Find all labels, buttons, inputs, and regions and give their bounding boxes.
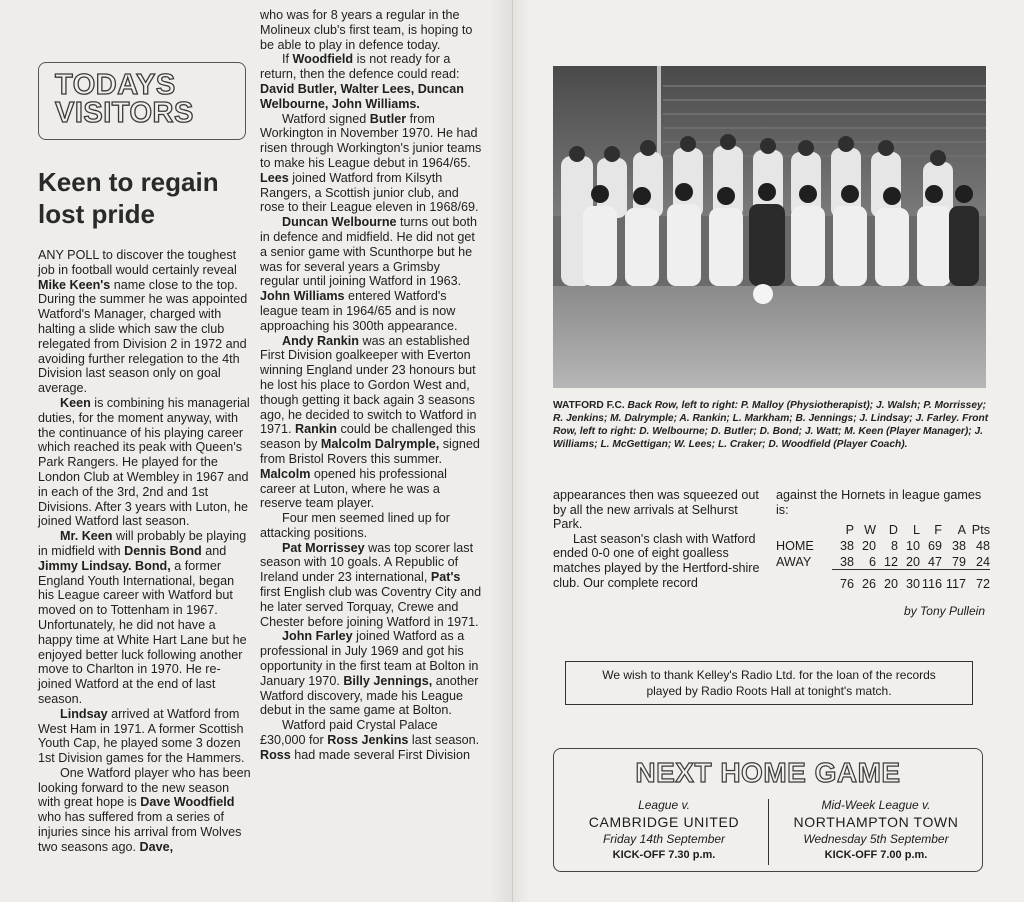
player-name: Duncan Welbourne — [282, 215, 397, 230]
table-cell: 38 — [832, 555, 854, 570]
article-column-2 — [260, 8, 482, 763]
player-name: Pat's — [430, 570, 461, 585]
paragraph: Pat Morrissey was top scorer last season with 10 goals. A Republic of Ireland under 23 international, Pat's first English club was Coventry City and he later served Torquay, Crewe and Chester before joining Watford in 1971. — [260, 540, 482, 629]
table-cell: 116 — [921, 577, 942, 591]
thanks-line2: played by Radio Roots Hall at tonight's match. — [646, 684, 892, 698]
player-name: Mike Keen's — [38, 277, 111, 292]
thanks-notice — [565, 661, 973, 705]
article-column-4 — [776, 488, 996, 517]
table-cell: 30 — [905, 577, 920, 591]
paragraph: Keen is combining his managerial duties, for the moment anyway, with the continuance of his playing career which reached its peak with Queen's Park Rangers. He played for the London Club at Wembley in 1967 and in each of the 3rd, 2nd and 1st Divisions. After 3 years with Luton, he joined Watford last season. — [38, 395, 250, 529]
next-home-game-box — [553, 748, 983, 872]
photo-caption — [553, 399, 993, 451]
player-name: Dave, — [139, 839, 174, 854]
row-label: AWAY — [776, 555, 812, 569]
column-header: W — [864, 523, 876, 537]
player-name: Pat Morrissey — [282, 540, 365, 555]
player-name: Keen — [60, 395, 91, 410]
paragraph: If Woodfield is not ready for a return, then the defence could read: David Butler, Walter Lees, Duncan Welbourne, John Williams. — [260, 52, 464, 111]
fixture-kickoff: KICK-OFF 7.30 p.m. — [612, 849, 716, 861]
fixture-date: Friday 14th September — [602, 832, 726, 846]
byline: by Tony Pullein — [904, 604, 985, 618]
player-name: John Farley — [282, 629, 353, 644]
player-name: Jimmy Lindsay. Bond, — [38, 558, 171, 573]
table-header-row — [776, 522, 990, 538]
player-name: John Williams — [260, 289, 345, 304]
player-name: David Butler, Walter Lees, Duncan Welbourne, John Williams. — [260, 81, 464, 111]
table-cell: 8 — [890, 539, 898, 553]
paragraph: Watford signed Butler from Workington in November 1970. He had risen through Workington's junior teams to make his League debut in 1964/65. Lees joined Watford from Kilsyth Rangers, a Scottish junior club, and rose to their League eleven in 1968/69. — [260, 111, 482, 215]
paragraph: Duncan Welbourne turns out both in defence and midfield. He did not get a senior game with Scunthorpe but he was for several years a Grimsby regular until joining Watford in 1963. John Williams entered Watford's league team in 1964/65 and is now approaching his 300th appearance. — [260, 215, 478, 333]
player-name: Ross — [260, 747, 291, 762]
divider — [768, 799, 769, 865]
player-name: Malcolm — [260, 466, 311, 481]
todays-visitors-box — [38, 62, 246, 140]
paragraph: against the Hornets in league games is: — [776, 488, 982, 517]
team-photo — [553, 66, 986, 388]
table-cell: 20 — [861, 539, 876, 553]
table-cell: 72 — [975, 577, 990, 591]
section-title-line1: TODAYS — [55, 69, 176, 101]
player-name: Ross Jenkins — [327, 733, 409, 748]
table-cell: 117 — [945, 577, 966, 591]
table-cell: 47 — [920, 555, 942, 570]
headline-line2: lost pride — [38, 199, 156, 229]
section-title-line2: VISITORS — [55, 97, 194, 129]
column-header: D — [888, 523, 898, 537]
fixture-competition: Mid-Week League v. — [821, 798, 931, 812]
table-cell: 69 — [927, 539, 942, 553]
article-headline — [38, 166, 248, 230]
player-name: Lees — [260, 170, 289, 185]
next-home-game-title: NEXT HOME GAME — [635, 757, 901, 788]
column-header: L — [912, 523, 920, 537]
player-name: Andy Rankin — [282, 333, 359, 348]
table-cell: 24 — [966, 555, 990, 570]
table-cell: 26 — [861, 577, 876, 591]
table-cell: 79 — [942, 555, 966, 570]
team-photo-illustration — [553, 66, 986, 388]
caption-text: Back Row, left to right: P. Malloy (Physiotherapist); J. Walsh; P. Morrissey; R. Jenkins; M. Dalrymple; A. Rankin; L. Markham; B. Jennings; J. Lindsay; J. Farley. Front Row, left to right: D. Welbourne; D. Butler; D. Bond; J. Watt; M. Keen (Player Manager); J. Williams; L. McGettigan; W. Lees; L. Craker; D. Woodfield (Player Coach). — [553, 400, 989, 450]
table-cell: 76 — [839, 577, 854, 591]
row-label: HOME — [776, 539, 814, 553]
column-header: Pts — [971, 523, 990, 537]
article-column-3 — [553, 488, 763, 590]
table-totals-row — [776, 576, 990, 592]
table-row — [776, 538, 990, 554]
fixture-date: Wednesday 5th September — [803, 832, 949, 846]
paragraph: Last season's clash with Watford ended 0-0 one of eight goalless matches played by the Hertford-shire club. Our complete record — [553, 531, 760, 590]
column-header: A — [957, 523, 966, 537]
paragraph: appearances then was squeezed out by all the new arrivals at Selhurst Park. — [553, 488, 759, 532]
table-cell: 48 — [975, 539, 990, 553]
player-name: Woodfield — [292, 52, 354, 67]
player-name: Malcolm Dalrymple, — [320, 437, 440, 452]
paragraph: Lindsay arrived at Watford from West Ham in 1971. A former Scottish Youth Cap, he played some 3 dozen 1st Division games for the Hammers. — [38, 706, 245, 766]
paragraph: Four men seemed lined up for attacking positions. — [260, 511, 451, 540]
paragraph: One Watford player who has been looking forward to the new season with great hope is Dave Woodfield who has suffered from a series of injuries since his arrival from Wolves two seasons ago. Dave, — [38, 765, 251, 854]
article-column-1 — [38, 248, 252, 855]
headline-line1: Keen to regain — [38, 167, 219, 197]
table-cell: 10 — [905, 539, 920, 553]
paragraph: Watford paid Crystal Palace £30,000 for Ross Jenkins last season. Ross had made several First Division — [260, 718, 480, 762]
paragraph: John Farley joined Watford as a professional in July 1969 and got his opportunity in the first team at Bolton in January 1970. Billy Jennings, another Watford discovery, made his League debut in the same game at Bolton. — [260, 629, 479, 718]
table-cell: 20 — [883, 577, 898, 591]
league-record-table — [776, 522, 990, 592]
column-header: P — [845, 523, 854, 537]
fixture-opponent: NORTHAMPTON TOWN — [793, 814, 959, 830]
fixture-midweek — [776, 797, 976, 863]
paragraph: Mr. Keen will probably be playing in midfield with Dennis Bond and Jimmy Lindsay. Bond, a former England Youth International, began his League career with Watford but moved on to Tottenham in 1967. Unfortunately, he did not have a happy time at White Hart Lane but he enjoyed better luck following another move to Charlton in 1970. He re-joined Watford at the end of last season. — [38, 529, 247, 706]
fixture-kickoff: KICK-OFF 7.00 p.m. — [824, 849, 928, 861]
table-cell: 38 — [839, 539, 854, 553]
player-name: Billy Jennings, — [343, 673, 433, 688]
thanks-line1: We wish to thank Kelley's Radio Ltd. for the loan of the records — [602, 668, 936, 682]
page-gutter — [490, 0, 530, 902]
paragraph: ANY POLL to discover the toughest job in football would certainly reveal Mike Keen's name close to the top. During the summer he was appointed Watford's Manager, charged with halting a slide which saw the club relegated from Division 2 in 1972 and avoiding further relegation to the 4th Division last season only on goal average. — [38, 248, 248, 396]
table-cell: 12 — [876, 555, 898, 570]
table-row — [776, 554, 990, 570]
table-cell: 38 — [951, 539, 966, 553]
fixture-competition: League v. — [638, 798, 690, 812]
player-name: Lindsay — [60, 706, 108, 721]
table-cell: 6 — [854, 555, 876, 570]
player-name: Dennis Bond — [124, 543, 202, 558]
player-name: Mr. Keen — [60, 529, 113, 544]
column-header: F — [934, 523, 942, 537]
caption-lead: WATFORD F.C. — [553, 400, 625, 411]
player-name: Rankin — [295, 422, 338, 437]
paragraph: Andy Rankin was an established First Division goalkeeper with Everton winning England under 23 honours but he lost his place to Gordon West and, though getting it back again 3 seasons ago, he decided to switch to Watford in 1971. Rankin could be challenged this season by Malcolm Dalrymple, signed from Bristol Rovers this summer. Malcolm opened his professional career at Luton, where he was a reserve team player. — [260, 333, 480, 511]
table-cell: 20 — [898, 555, 920, 570]
fixture-league — [564, 797, 764, 863]
paragraph: who was for 8 years a regular in the Molineux club's first team, is hoping to be able to play in defence today. — [260, 8, 473, 52]
player-name: Dave Woodfield — [140, 795, 235, 810]
player-name: Butler — [369, 111, 407, 126]
fixture-opponent: CAMBRIDGE UNITED — [588, 814, 740, 830]
